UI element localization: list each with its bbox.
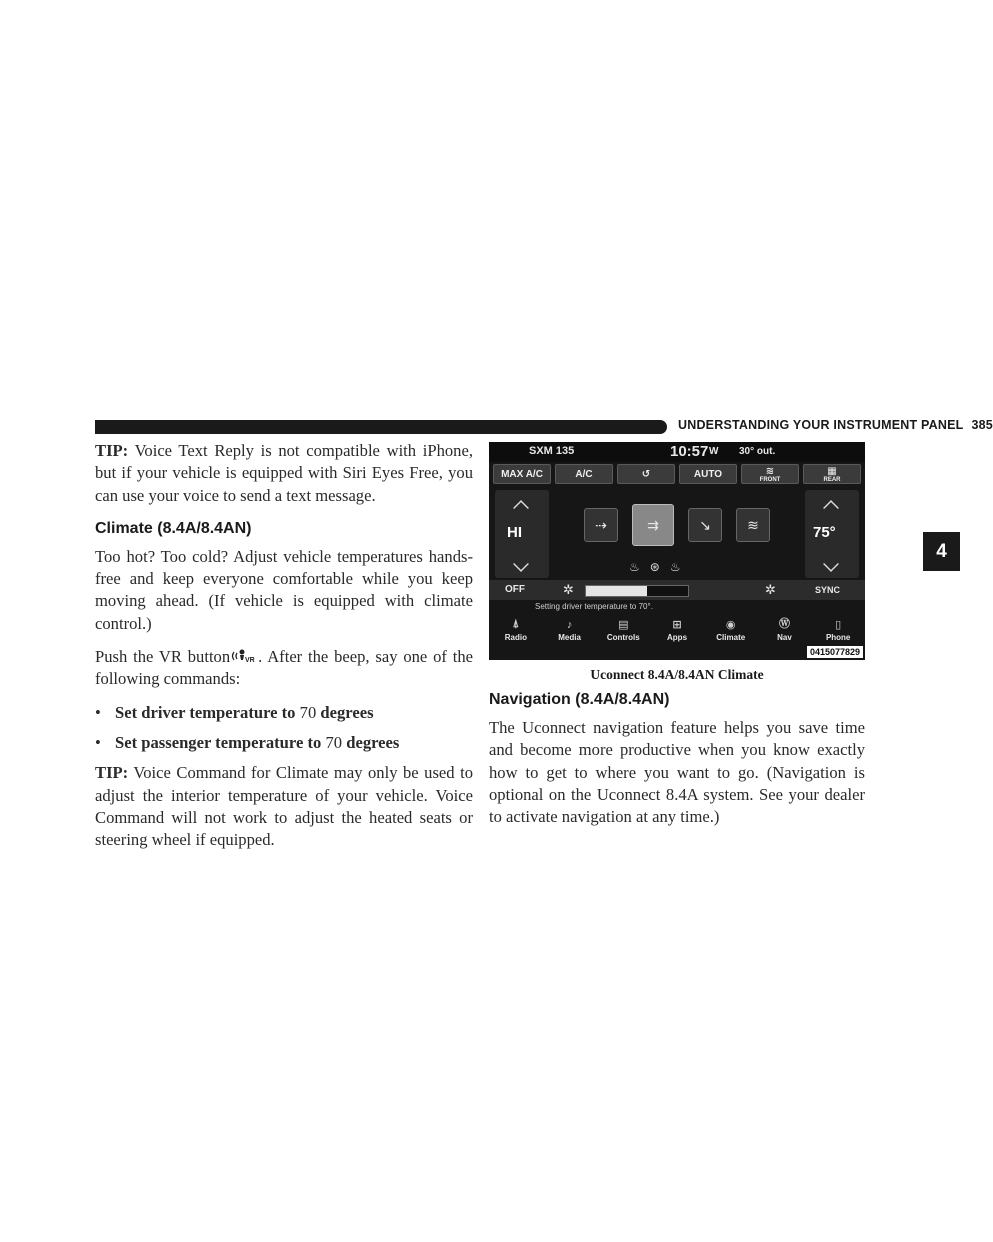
panel-mode-button[interactable] bbox=[584, 508, 618, 542]
command-pre: Set driver temperature to bbox=[115, 702, 296, 722]
navigation-text: The Uconnect navigation feature helps you save time and become more productive when you know exactly how to get to where you want to go. (Navigation is optional on the Uconnect 8.4A system. See your dealer to activate navigation at any time.) bbox=[489, 718, 865, 827]
floor-airflow-icon: ↘ bbox=[699, 516, 711, 533]
left-column bbox=[95, 440, 473, 862]
apps-icon: ⊞ bbox=[672, 619, 682, 631]
controls-icon: ▤ bbox=[618, 619, 629, 631]
push-vr-paragraph bbox=[95, 646, 473, 691]
command-passenger-temp bbox=[95, 732, 473, 754]
bullet-dot: • bbox=[95, 732, 101, 752]
tip-voice-command-climate bbox=[95, 762, 473, 851]
climate-top-row bbox=[493, 464, 861, 484]
heated-seat-icon[interactable]: ♨ bbox=[629, 560, 650, 574]
clock: 10:57 bbox=[670, 443, 709, 460]
bilevel-airflow-icon: ⇉ bbox=[647, 516, 659, 533]
command-post: degrees bbox=[320, 702, 374, 722]
sync-button[interactable]: SYNC bbox=[815, 585, 841, 595]
compass-icon: Ⓦ bbox=[778, 618, 790, 630]
fan-low-icon[interactable]: ✲ bbox=[563, 582, 574, 597]
tip-label: TIP: bbox=[95, 763, 129, 783]
push-text-after: . After the beep, say one of the following commands: bbox=[95, 647, 473, 689]
driver-temp: HI bbox=[507, 524, 522, 541]
bilevel-mode-button[interactable] bbox=[632, 504, 674, 546]
vr-status-message: Setting driver temperature to 70°. bbox=[535, 602, 653, 611]
voice-recognition-icon bbox=[230, 648, 258, 664]
figure-caption: Uconnect 8.4A/8.4AN Climate bbox=[590, 667, 764, 682]
climate-heading: Climate (8.4A/8.4AN) bbox=[95, 519, 252, 537]
ac-button[interactable]: A/C bbox=[555, 464, 613, 484]
heated-wheel-icon[interactable]: ⊛ bbox=[649, 560, 670, 574]
compass-heading: W bbox=[709, 446, 719, 457]
header-rule bbox=[95, 420, 667, 434]
recirculation-icon: ↺ bbox=[641, 468, 651, 480]
fan-row bbox=[489, 580, 865, 600]
passenger-seat-icon[interactable]: ♨ bbox=[669, 560, 691, 574]
fan-speed-slider[interactable] bbox=[585, 585, 689, 597]
fan-speed-fill bbox=[586, 586, 647, 596]
seat-controls bbox=[629, 560, 691, 574]
navigation-heading: Navigation (8.4A/8.4AN) bbox=[489, 691, 670, 708]
passenger-temp-up-icon[interactable] bbox=[823, 500, 839, 516]
tip-text: Voice Command for Climate may only be used to adjust the interior temperature of your vehicle. Voice Command will not work to adjust the heated seats or steering wheel if equipped. bbox=[95, 763, 474, 850]
airflow-modes bbox=[565, 508, 789, 548]
nav-radio-label: Radio bbox=[504, 633, 527, 642]
nav-apps[interactable] bbox=[650, 614, 704, 642]
svg-text:VR: VR bbox=[245, 657, 255, 665]
bullet-dot: • bbox=[95, 702, 101, 722]
running-head bbox=[678, 418, 993, 432]
rear-defrost-icon: ▦ bbox=[827, 465, 837, 477]
mix-airflow-icon: ≋ bbox=[747, 516, 759, 533]
command-value: 70 bbox=[325, 732, 343, 752]
running-head-title: UNDERSTANDING YOUR INSTRUMENT PANEL bbox=[678, 418, 964, 432]
uconnect-climate-screen bbox=[489, 442, 865, 660]
auto-button[interactable]: AUTO bbox=[679, 464, 737, 484]
fan-off-button[interactable]: OFF bbox=[505, 584, 525, 595]
nav-media[interactable] bbox=[543, 614, 597, 642]
passenger-temp-down-icon[interactable] bbox=[823, 556, 839, 572]
nav-radio[interactable] bbox=[489, 614, 543, 642]
panel-airflow-icon: ⇢ bbox=[595, 516, 607, 533]
passenger-temp: 75° bbox=[813, 524, 836, 541]
nav-apps-label: Apps bbox=[667, 633, 688, 642]
phone-icon: ▯ bbox=[835, 619, 842, 631]
rear-defrost-button[interactable] bbox=[803, 464, 861, 484]
nav-nav[interactable] bbox=[758, 614, 812, 642]
nav-nav-label: Nav bbox=[777, 633, 792, 642]
front-defrost-icon: ≋ bbox=[765, 465, 775, 477]
passenger-temp-control[interactable] bbox=[805, 490, 859, 578]
nav-climate-label: Climate bbox=[716, 633, 746, 642]
fan-level: 3 bbox=[647, 585, 653, 596]
bottom-nav bbox=[489, 614, 865, 642]
right-column bbox=[489, 690, 865, 839]
page-number: 385 bbox=[971, 418, 993, 432]
climate-icon: ◉ bbox=[725, 619, 736, 631]
station-label: SXM 135 bbox=[529, 445, 575, 457]
chapter-tab: 4 bbox=[923, 532, 960, 571]
media-icon: ♪ bbox=[566, 619, 573, 631]
push-text-before: Push the VR button bbox=[95, 647, 231, 667]
driver-temp-down-icon[interactable] bbox=[513, 556, 529, 572]
tip-text: Voice Text Reply is not compatible with iPhone, but if your vehicle is equipped with Siri Eyes Free, you can use your voice to send a text message. bbox=[95, 441, 473, 505]
figure-part-number: 0415077829 bbox=[807, 646, 863, 658]
front-defrost-label: FRONT bbox=[759, 476, 781, 483]
outside-temp: 30° out. bbox=[739, 446, 776, 457]
nav-controls-label: Controls bbox=[606, 633, 640, 642]
radio-icon: ⍋ bbox=[512, 618, 520, 630]
nav-climate[interactable] bbox=[704, 614, 758, 642]
status-bar bbox=[489, 442, 865, 462]
tip-label: TIP: bbox=[95, 441, 129, 460]
rear-defrost-label: REAR bbox=[823, 476, 841, 483]
nav-phone-label: Phone bbox=[825, 633, 851, 642]
floor-mode-button[interactable] bbox=[688, 508, 722, 542]
nav-media-label: Media bbox=[558, 633, 581, 642]
nav-controls[interactable] bbox=[596, 614, 650, 642]
fan-high-icon[interactable]: ✲ bbox=[765, 582, 776, 597]
command-post: degrees bbox=[346, 732, 400, 752]
climate-intro: Too hot? Too cold? Adjust vehicle temperatures hands-free and keep everyone comfortable while you keep moving ahead. (If vehicle is equipped with climate control.) bbox=[95, 546, 473, 633]
command-pre: Set passenger temperature to bbox=[115, 732, 322, 752]
driver-temp-control[interactable] bbox=[495, 490, 549, 578]
command-value: 70 bbox=[299, 702, 317, 722]
max-ac-button[interactable]: MAX A/C bbox=[493, 464, 551, 484]
front-defrost-button[interactable] bbox=[741, 464, 799, 484]
driver-temp-up-icon[interactable] bbox=[513, 500, 529, 516]
tip-voice-text-reply bbox=[95, 440, 473, 507]
nav-phone[interactable] bbox=[811, 614, 865, 642]
mix-mode-button[interactable] bbox=[736, 508, 770, 542]
command-driver-temp bbox=[95, 702, 473, 724]
recirculation-button[interactable] bbox=[617, 464, 675, 484]
